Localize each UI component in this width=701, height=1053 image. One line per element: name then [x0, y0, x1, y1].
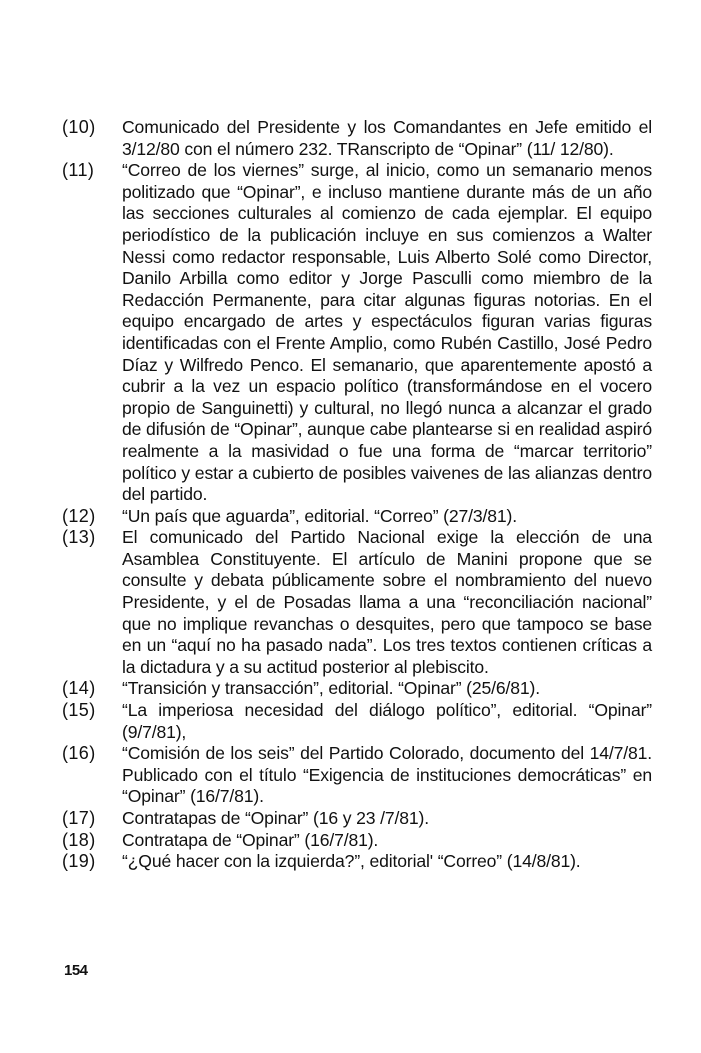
footnote-text: “Transición y transacción”, editorial. “Opinar” (25/6/81). [122, 678, 540, 699]
footnotes-list [62, 117, 652, 873]
footnote-number: (19) [62, 851, 96, 872]
footnote-10 [62, 117, 652, 160]
footnote-number: (13) [62, 527, 96, 548]
footnote-11 [62, 160, 652, 506]
footnote-17 [62, 808, 652, 830]
footnote-14 [62, 678, 652, 700]
footnote-number: (14) [62, 678, 96, 699]
footnote-text: El comunicado del Partido Nacional exige la elección de una Asamblea Constituyente. El artículo de Manini propone que se consulte y debata públicamente sobre el nombramiento del nuevo Presidente, y el de Posadas llama a una “reconciliación nacional” que no implique revanchas o desquites, pero que tampoco se base en un “aquí no ha pasado nada”. Los tres textos contienen críticas a la dictadura y a su actitud posterior al plebiscito. [122, 527, 652, 677]
footnote-18 [62, 830, 652, 852]
footnote-number: (17) [62, 808, 96, 828]
footnote-number: (18) [62, 829, 96, 850]
footnote-text: “Un país que aguarda”, editorial. “Correo” (27/3/81). [122, 505, 517, 526]
footnote-number: (12) [62, 505, 96, 526]
footnote-15 [62, 700, 652, 743]
footnote-text: Contratapas de “Opinar” (16 y 23 /7/81). [122, 808, 429, 828]
footnote-13 [62, 527, 652, 678]
footnote-text: “¿Qué hacer con la izquierda?”, editorial' “Correo” (14/8/81). [122, 851, 581, 872]
footnote-19 [62, 851, 652, 873]
footnote-number: (11) [62, 160, 95, 181]
footnote-16 [62, 743, 652, 808]
footnote-12 [62, 506, 652, 528]
footnote-text: Contratapa de “Opinar” (16/7/81). [122, 829, 379, 850]
footnote-number: (15) [62, 700, 96, 721]
footnote-number: (10) [62, 117, 96, 137]
footnote-text: “Correo de los viernes” surge, al inicio, como un semanario menos politizado que “Opinar”, e incluso mantiene durante más de un año las secciones culturales al comienzo de cada ejemplar. El equipo periodístico de la publicación incluye en sus comienzos a Walter Nessi como redactor responsable, Luis Alberto Solé como Director, Danilo Arbilla como editor y Jorge Pasculli como miembro de la Redacción Permanente, para citar algunas figuras notorias. En el equipo encargado de artes y espectáculos figuran varias figuras identificadas con el Frente Amplio, como Rubén Castillo, José Pedro Díaz y Wilfredo Penco. El semanario, que aparentemente apostó a cubrir a la vez un espacio político (transformándose en el vocero propio de Sanguinetti) y cultural, no llegó nunca a alcanzar el grado de difusión de “Opinar”, aunque cabe plantearse si en realidad aspiró realmente a la masividad o fue una forma de “marcar territorio” político y estar a cubierto de posibles vaivenes de las alianzas dentro del partido. [122, 160, 652, 505]
page-number: 154 [64, 962, 88, 979]
footnote-text: “La imperiosa necesidad del diálogo político”, editorial. “Opinar” (9/7/81), [122, 700, 652, 742]
footnote-text: Comunicado del Presidente y los Comandantes en Jefe emitido el 3/12/80 con el número 232. TRanscripto de “Opinar” (11/ 12/80). [122, 117, 652, 159]
footnote-text: “Comisión de los seis” del Partido Colorado, documento del 14/7/81. Publicado con el título “Exigencia de instituciones democráticas” en “Opinar” (16/7/81). [122, 743, 652, 807]
footnote-number: (16) [62, 743, 96, 764]
